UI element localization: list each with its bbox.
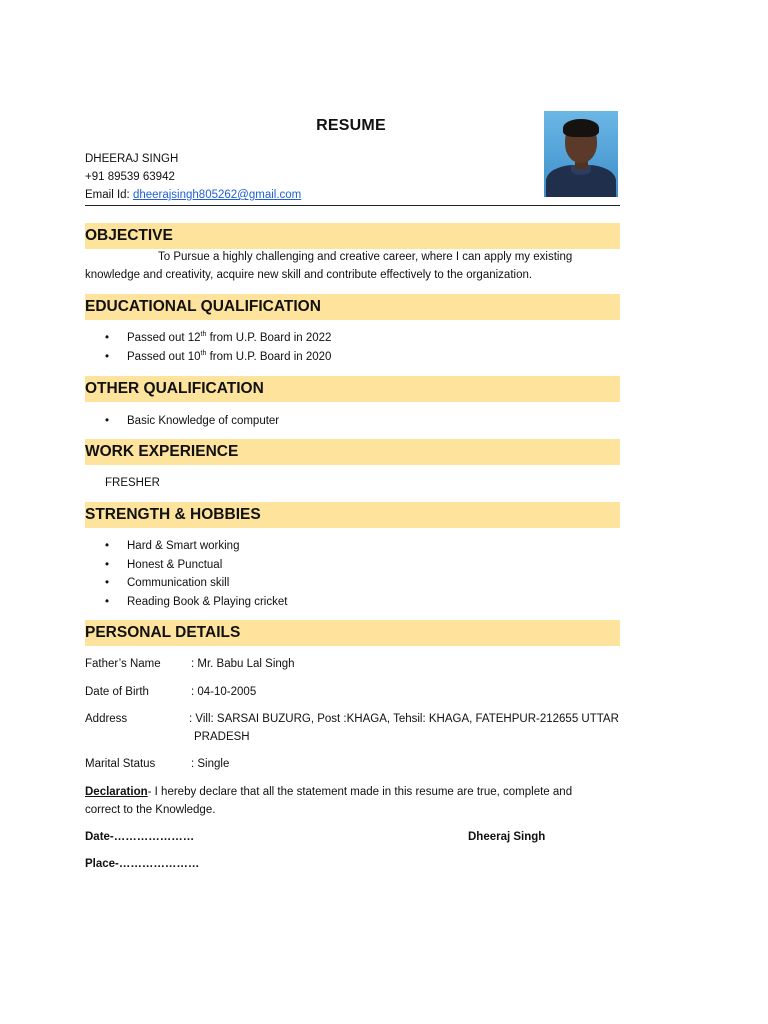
profile-photo (544, 111, 618, 197)
address-value-line-1: : Vill: SARSAI BUZURG, Post :KHAGA, Tehsil: KHAGA, FATEHPUR-212655 UTTAR (189, 713, 619, 725)
objective-line-1: To Pursue a highly challenging and creative career, where I can apply my existing (158, 251, 573, 263)
list-item: • Basic Knowledge of computer (105, 412, 279, 431)
section-heading-objective: OBJECTIVE (85, 223, 620, 249)
email-link[interactable]: dheerajsingh805262@gmail.com (132, 189, 302, 201)
section-heading-education: EDUCATIONAL QUALIFICATION (85, 294, 620, 320)
header-divider (85, 205, 620, 206)
section-heading-other-qualification: OTHER QUALIFICATION (85, 376, 620, 402)
address-label: Address (85, 713, 128, 725)
bullet-icon: • (105, 350, 110, 363)
phone-number: +91 89539 63942 (85, 171, 175, 183)
dob-label: Date of Birth (85, 686, 149, 698)
contact-block (85, 150, 301, 204)
bullet-icon: • (105, 595, 110, 608)
father-name-label: Father’s Name (85, 658, 161, 670)
declaration-label: Declaration (85, 786, 148, 798)
personal-row-address (85, 710, 620, 746)
father-name-value: : Mr. Babu Lal Singh (191, 658, 295, 670)
page-title: RESUME (316, 117, 386, 134)
list-item: • Hard & Smart working (105, 537, 287, 556)
objective-line-2: knowledge and creativity, acquire new skill and contribute effectively to the organization. (85, 269, 533, 281)
objective-text (85, 248, 620, 284)
email-label: Email Id: (85, 189, 133, 201)
bullet-icon: • (105, 332, 110, 344)
bullet-icon: • (105, 540, 110, 552)
email-line (85, 186, 301, 204)
marital-status-value: : Single (191, 758, 230, 770)
declaration-text: - I hereby declare that all the statement made in this resume are true, complete and (147, 786, 573, 798)
bullet-icon: • (105, 577, 110, 590)
declaration-text-2: correct to the Knowledge. (85, 804, 216, 816)
list-item: • Reading Book & Playing cricket (105, 593, 287, 612)
candidate-name: DHEERAJ SINGH (85, 153, 179, 165)
other-qualification-list (105, 412, 279, 431)
place-line: Place-………………… (85, 858, 200, 870)
list-item: • Passed out 10th from U.P. Board in 2020 (105, 348, 331, 367)
education-list (105, 329, 331, 366)
declaration (85, 783, 620, 819)
signature-name: Dheeraj Singh (468, 831, 546, 843)
dob-value: : 04-10-2005 (191, 686, 257, 698)
address-value-line-2: PRADESH (194, 731, 250, 743)
section-heading-strength-hobbies: STRENGTH & HOBBIES (85, 502, 620, 528)
work-experience-text: FRESHER (105, 477, 160, 489)
strength-list (105, 537, 287, 611)
bullet-icon: • (105, 558, 110, 571)
list-item: • Communication skill (105, 574, 287, 593)
section-heading-work-experience: WORK EXPERIENCE (85, 439, 620, 465)
bullet-icon: • (105, 415, 110, 427)
list-item: • Passed out 12th from U.P. Board in 2022 (105, 329, 331, 348)
marital-status-label: Marital Status (85, 758, 156, 770)
list-item: • Honest & Punctual (105, 556, 287, 575)
date-line: Date-………………… (85, 831, 195, 843)
section-heading-personal-details: PERSONAL DETAILS (85, 620, 620, 646)
